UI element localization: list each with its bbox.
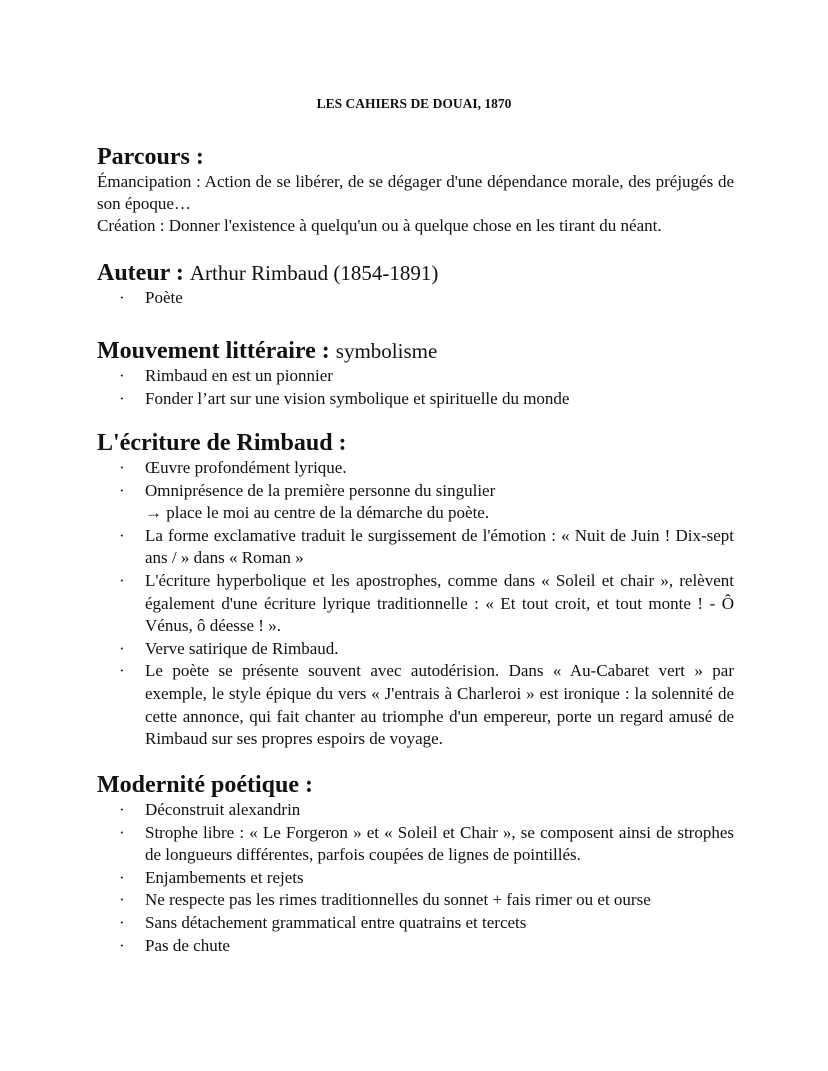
list-item	[97, 889, 734, 912]
item-text: Verve satirique de Rimbaud.	[145, 638, 339, 658]
bullet-list	[97, 799, 734, 957]
list-item	[97, 388, 734, 411]
section-parcours	[97, 143, 734, 237]
section-modernite	[97, 771, 734, 957]
item-text: Strophe libre : « Le Forgeron » et « Soleil et Chair », se composent ainsi de strophes de longueurs différentes, parfois coupées de lignes de pointillés.	[145, 822, 734, 865]
bullet-icon: ·	[119, 638, 125, 658]
item-text: Ne respecte pas les rimes traditionnelles du sonnet + fais rimer ou et ourse	[145, 890, 651, 910]
item-text: Rimbaud en est un pionnier	[145, 366, 333, 385]
item-text: Pas de chute	[145, 935, 230, 955]
item-text: Poète	[145, 288, 183, 307]
bullet-icon: ·	[119, 661, 125, 681]
bullet-icon: ·	[119, 800, 125, 819]
item-text: Œuvre profondément lyrique.	[145, 458, 347, 477]
list-item	[97, 912, 734, 935]
item-text: L'écriture hyperbolique et les apostrophes, comme dans « Soleil et chair », relèvent également d'une écriture lyrique traditionnelle : « Et tout croit, et tout monte ! - Ô Vénus, ô déesse ! ».	[145, 570, 734, 636]
bullet-icon: ·	[119, 822, 125, 842]
list-item	[97, 638, 734, 661]
bullet-icon: ·	[119, 912, 125, 932]
list-item	[97, 480, 734, 525]
list-item	[97, 287, 734, 310]
list-item	[97, 935, 734, 958]
section-heading	[97, 337, 734, 365]
list-item	[97, 660, 734, 750]
section-heading: L'écriture de Rimbaud :	[97, 430, 347, 456]
item-text: Omniprésence de la première personne du singulier	[145, 480, 496, 500]
bullet-icon: ·	[119, 525, 125, 545]
list-item	[97, 867, 734, 890]
movement-name: symbolisme	[335, 339, 438, 363]
section-heading	[97, 259, 734, 287]
list-item	[97, 570, 734, 638]
item-text: Enjambements et rejets	[145, 867, 304, 887]
bullet-icon: ·	[119, 867, 125, 887]
list-item	[97, 365, 734, 388]
item-text: Sans détachement grammatical entre quatrains et tercets	[145, 912, 527, 932]
bullet-icon: ·	[119, 458, 125, 477]
bullet-list	[97, 365, 734, 410]
bullet-list	[97, 287, 734, 310]
list-item	[97, 457, 734, 480]
section-mouvement	[97, 337, 734, 410]
item-text: Fonder l’art sur une vision symbolique et spirituelle du monde	[145, 388, 570, 408]
bullet-icon: ·	[119, 366, 125, 385]
bullet-icon: ·	[119, 935, 125, 955]
author-name: Arthur Rimbaud (1854-1891)	[189, 261, 439, 285]
heading-label: Mouvement littéraire :	[97, 338, 330, 364]
definition-emancipation: Émancipation : Action de se libérer, de se dégager d'une dépendance morale, des préjugés de son époque…	[97, 172, 734, 213]
item-text: Le poète se présente souvent avec autodérision. Dans « Au-Cabaret vert » par exemple, le style épique du vers « J'entrais à Charleroi » est ironique : la solennité de cette annonce, qui fait chanter au triomphe d'un empereur, porte un regard amusé de Rimbaud sur ses propres espoirs de voyage.	[145, 661, 734, 749]
list-item	[97, 799, 734, 822]
heading-label: Auteur :	[97, 260, 184, 286]
item-text-continuation: → place le moi au centre de la démarche du poète.	[145, 503, 490, 523]
document-title: LES CAHIERS DE DOUAI, 1870	[316, 96, 512, 111]
list-item	[97, 822, 734, 867]
item-text: Déconstruit alexandrin	[145, 800, 301, 819]
section-ecriture	[97, 429, 734, 751]
bullet-list	[97, 457, 734, 751]
bullet-icon: ·	[119, 480, 125, 500]
bullet-icon: ·	[119, 288, 125, 307]
section-heading: Parcours :	[97, 144, 204, 170]
section-heading: Modernité poétique :	[97, 772, 313, 798]
bullet-icon: ·	[119, 890, 125, 910]
list-item	[97, 525, 734, 570]
bullet-icon: ·	[119, 388, 125, 408]
bullet-icon: ·	[119, 570, 125, 590]
definition-creation: Création : Donner l'existence à quelqu'un ou à quelque chose en les tirant du néant.	[97, 216, 662, 235]
item-text: La forme exclamative traduit le surgissement de l'émotion : « Nuit de Juin ! Dix-sept ans / » dans « Roman »	[145, 525, 734, 568]
section-auteur	[97, 259, 734, 310]
